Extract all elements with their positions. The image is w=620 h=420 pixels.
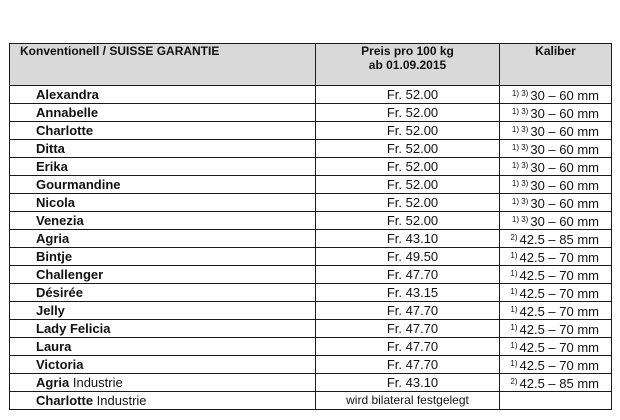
variety-name: Annabelle	[36, 105, 99, 120]
table-row	[10, 320, 612, 338]
caliber-column-header: Kaliber	[500, 44, 612, 86]
variety-cell	[10, 140, 316, 158]
caliber-range: 42.5 – 70 mm	[519, 304, 599, 319]
variety-name: Charlotte	[36, 393, 94, 408]
footnote-marker: 2)	[510, 233, 518, 242]
caliber-cell	[500, 266, 612, 284]
variety-cell	[10, 392, 316, 410]
footnote-marker: 1) 3)	[511, 179, 529, 188]
variety-name: Lady Felicia	[36, 321, 111, 336]
footnote-marker: 1) 3)	[511, 107, 529, 116]
caliber-range: 42.5 – 70 mm	[519, 340, 599, 355]
footnote-marker: 1) 3)	[511, 125, 529, 134]
caliber-range: 42.5 – 85 mm	[519, 232, 599, 247]
variety-cell	[10, 104, 316, 122]
price-cell: Fr. 52.00	[316, 122, 500, 140]
variety-cell	[10, 320, 316, 338]
caliber-range: 30 – 60 mm	[530, 214, 599, 229]
footnote-marker: 1) 3)	[511, 89, 529, 98]
caliber-range: 30 – 60 mm	[530, 178, 599, 193]
footnote-marker: 1)	[510, 269, 518, 278]
table-row	[10, 176, 612, 194]
price-cell: Fr. 52.00	[316, 176, 500, 194]
table-row	[10, 230, 612, 248]
variety-name: Nicola	[36, 195, 76, 210]
caliber-range: 42.5 – 70 mm	[519, 286, 599, 301]
caliber-cell	[500, 140, 612, 158]
variety-name: Jelly	[36, 303, 65, 318]
variety-cell	[10, 212, 316, 230]
price-cell: Fr. 52.00	[316, 104, 500, 122]
price-cell: Fr. 47.70	[316, 320, 500, 338]
caliber-cell	[500, 230, 612, 248]
caliber-cell	[500, 86, 612, 104]
footnote-marker: 1)	[510, 341, 518, 350]
price-cell: Fr. 52.00	[316, 86, 500, 104]
variety-cell	[10, 338, 316, 356]
price-cell: Fr. 47.70	[316, 338, 500, 356]
table-row	[10, 284, 612, 302]
variety-usage-suffix: Industrie	[93, 393, 147, 408]
caliber-cell	[500, 194, 612, 212]
caliber-cell	[500, 392, 612, 410]
table-row	[10, 302, 612, 320]
footnote-marker: 2)	[510, 377, 518, 386]
caliber-range: 30 – 60 mm	[530, 196, 599, 211]
caliber-range: 30 – 60 mm	[530, 142, 599, 157]
price-cell: Fr. 47.70	[316, 302, 500, 320]
caliber-cell	[500, 284, 612, 302]
price-cell: Fr. 43.15	[316, 284, 500, 302]
variety-name: Désirée	[36, 285, 83, 300]
footnote-marker: 1)	[510, 287, 518, 296]
table-row	[10, 374, 612, 392]
table-row	[10, 194, 612, 212]
variety-name: Ditta	[36, 141, 65, 156]
potato-price-table	[9, 43, 612, 410]
footnote-marker: 1)	[510, 251, 518, 260]
price-cell: Fr. 52.00	[316, 158, 500, 176]
variety-name: Agria	[36, 375, 70, 390]
table-header	[10, 44, 612, 86]
table-row	[10, 104, 612, 122]
table-row	[10, 122, 612, 140]
caliber-range: 30 – 60 mm	[530, 124, 599, 139]
variety-cell	[10, 266, 316, 284]
table-row	[10, 86, 612, 104]
price-cell: Fr. 52.00	[316, 140, 500, 158]
caliber-range: 42.5 – 85 mm	[519, 376, 599, 391]
caliber-cell	[500, 302, 612, 320]
variety-cell	[10, 356, 316, 374]
variety-name: Erika	[36, 159, 68, 174]
caliber-range: 42.5 – 70 mm	[519, 322, 599, 337]
table-row	[10, 248, 612, 266]
caliber-cell	[500, 158, 612, 176]
table-row	[10, 266, 612, 284]
caliber-cell	[500, 176, 612, 194]
caliber-range: 30 – 60 mm	[530, 160, 599, 175]
variety-name: Laura	[36, 339, 72, 354]
variety-name: Challenger	[36, 267, 104, 282]
caliber-cell	[500, 356, 612, 374]
price-column-header	[316, 44, 500, 86]
caliber-range: 42.5 – 70 mm	[519, 358, 599, 373]
variety-cell	[10, 122, 316, 140]
footnote-marker: 1)	[510, 359, 518, 368]
footnote-marker: 1) 3)	[511, 161, 529, 170]
price-cell: Fr. 49.50	[316, 248, 500, 266]
price-cell: Fr. 52.00	[316, 194, 500, 212]
table-row	[10, 158, 612, 176]
caliber-cell	[500, 212, 612, 230]
header-row	[10, 44, 612, 86]
caliber-cell	[500, 248, 612, 266]
table-row	[10, 356, 612, 374]
price-list-sheet	[9, 43, 611, 408]
variety-cell	[10, 194, 316, 212]
variety-name: Charlotte	[36, 123, 94, 138]
variety-cell	[10, 176, 316, 194]
table-row	[10, 212, 612, 230]
footnote-marker: 1)	[510, 305, 518, 314]
price-cell: Fr. 43.10	[316, 374, 500, 392]
price-cell: Fr. 43.10	[316, 230, 500, 248]
variety-cell	[10, 374, 316, 392]
price-cell: Fr. 47.70	[316, 266, 500, 284]
variety-column-header: Konventionell / SUISSE GARANTIE	[10, 44, 316, 86]
variety-name: Alexandra	[36, 87, 99, 102]
footnote-marker: 1) 3)	[511, 197, 529, 206]
price-cell: wird bilateral festgelegt	[316, 392, 500, 410]
price-header-line1: Preis pro 100 kg	[361, 44, 454, 58]
footnote-marker: 1) 3)	[511, 143, 529, 152]
price-cell: Fr. 47.70	[316, 356, 500, 374]
table-body	[10, 86, 612, 410]
caliber-cell	[500, 104, 612, 122]
variety-cell	[10, 302, 316, 320]
caliber-cell	[500, 374, 612, 392]
caliber-range: 42.5 – 70 mm	[519, 250, 599, 265]
variety-cell	[10, 230, 316, 248]
footnote-marker: 1) 3)	[511, 215, 529, 224]
table-row	[10, 392, 612, 410]
variety-name: Bintje	[36, 249, 73, 264]
caliber-cell	[500, 320, 612, 338]
caliber-range: 30 – 60 mm	[530, 88, 599, 103]
price-cell: Fr. 52.00	[316, 212, 500, 230]
table-row	[10, 338, 612, 356]
footnote-marker: 1)	[510, 323, 518, 332]
variety-name: Gourmandine	[36, 177, 121, 192]
variety-cell	[10, 158, 316, 176]
caliber-range: 42.5 – 70 mm	[519, 268, 599, 283]
variety-cell	[10, 86, 316, 104]
variety-usage-suffix: Industrie	[69, 375, 123, 390]
price-header-line2: ab 01.09.2015	[368, 58, 447, 72]
caliber-cell	[500, 122, 612, 140]
variety-name: Agria	[36, 231, 70, 246]
variety-name: Victoria	[36, 357, 84, 372]
variety-cell	[10, 248, 316, 266]
table-row	[10, 140, 612, 158]
caliber-cell	[500, 338, 612, 356]
variety-cell	[10, 284, 316, 302]
caliber-range: 30 – 60 mm	[530, 106, 599, 121]
variety-name: Venezia	[36, 213, 84, 228]
